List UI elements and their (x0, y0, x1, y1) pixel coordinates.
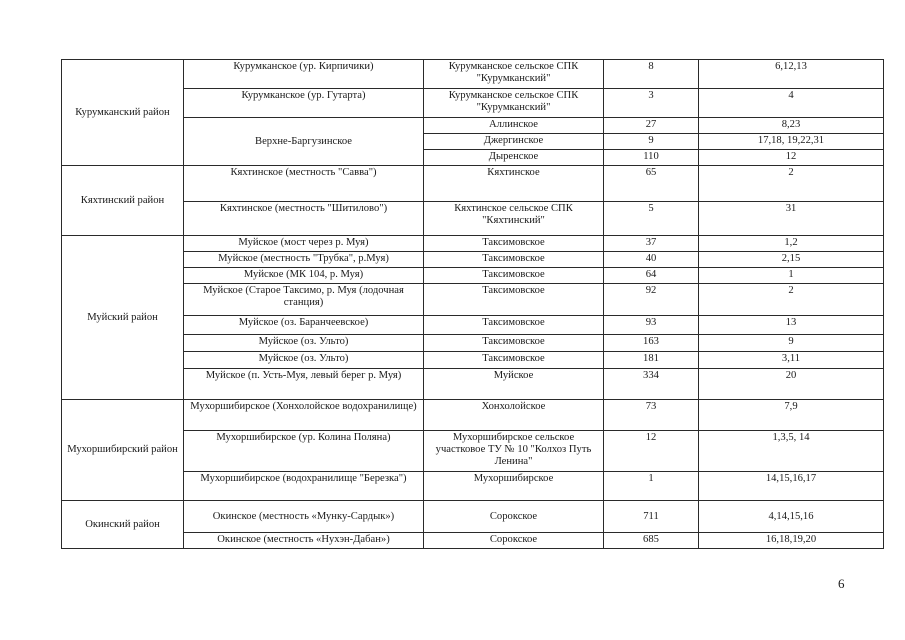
plots-cell: 17,18, 19,22,31 (699, 134, 884, 150)
location-cell: Кяхтинское (местность "Шитилово") (184, 202, 424, 236)
location-cell: Окинское (местность «Нухэн-Дабан») (184, 533, 424, 549)
organization-cell: Джергинское (424, 134, 604, 150)
organization-cell: Таксимовское (424, 316, 604, 335)
number-cell: 181 (604, 352, 699, 369)
number-cell: 3 (604, 89, 699, 118)
plots-cell: 14,15,16,17 (699, 472, 884, 501)
page-number: 6 (838, 576, 845, 591)
organization-cell: Таксимовское (424, 284, 604, 316)
plots-cell: 1 (699, 268, 884, 284)
organization-cell: Таксимовское (424, 352, 604, 369)
table-row (62, 533, 884, 549)
number-cell: 12 (604, 431, 699, 472)
plots-cell: 4,14,15,16 (699, 501, 884, 533)
district-cell: Кяхтинский район (62, 166, 184, 236)
organization-cell: Мухоршибирское (424, 472, 604, 501)
plots-cell: 2 (699, 284, 884, 316)
organization-cell: Таксимовское (424, 236, 604, 252)
number-cell: 27 (604, 118, 699, 134)
location-cell: Кяхтинское (местность "Савва") (184, 166, 424, 202)
number-cell: 1 (604, 472, 699, 501)
location-cell: Окинское (местность «Мунку-Сардык») (184, 501, 424, 533)
table-row (62, 501, 884, 533)
location-cell: Муйское (Старое Таксимо, р. Муя (лодочная станция) (184, 284, 424, 316)
table-row (62, 268, 884, 284)
organization-cell: Кяхтинское сельское СПК "Кяхтинский" (424, 202, 604, 236)
table-row (62, 202, 884, 236)
plots-cell: 1,3,5, 14 (699, 431, 884, 472)
plots-cell: 3,11 (699, 352, 884, 369)
number-cell: 92 (604, 284, 699, 316)
plots-cell: 4 (699, 89, 884, 118)
table-row (62, 236, 884, 252)
location-cell: Мухоршибирское (Хонхолойское водохранилище) (184, 400, 424, 431)
number-cell: 73 (604, 400, 699, 431)
number-cell: 685 (604, 533, 699, 549)
table-row (62, 284, 884, 316)
number-cell: 5 (604, 202, 699, 236)
organization-cell: Мухоршибирское сельское участковое ТУ № 10 "Колхоз Путь Ленина" (424, 431, 604, 472)
table-body (62, 60, 884, 549)
table-row (62, 352, 884, 369)
plots-cell: 31 (699, 202, 884, 236)
organization-cell: Сорокское (424, 533, 604, 549)
location-cell: Мухоршибирское (ур. Колина Поляна) (184, 431, 424, 472)
organization-cell: Хонхолойское (424, 400, 604, 431)
location-cell: Муйское (оз. Ульто) (184, 352, 424, 369)
table-row (62, 400, 884, 431)
location-cell: Муйское (п. Усть-Муя, левый берег р. Муя) (184, 369, 424, 400)
table-row (62, 60, 884, 89)
number-cell: 163 (604, 335, 699, 352)
plots-cell: 9 (699, 335, 884, 352)
organization-cell: Таксимовское (424, 252, 604, 268)
district-cell: Мухоршибирский район (62, 400, 184, 501)
table-row (62, 472, 884, 501)
location-cell: Муйское (мост через р. Муя) (184, 236, 424, 252)
location-cell: Муйское (местность "Трубка", р.Муя) (184, 252, 424, 268)
plots-cell: 7,9 (699, 400, 884, 431)
plots-cell: 20 (699, 369, 884, 400)
plots-cell: 8,23 (699, 118, 884, 134)
organization-cell: Таксимовское (424, 335, 604, 352)
organization-cell: Дыренское (424, 150, 604, 166)
organization-cell: Таксимовское (424, 268, 604, 284)
plots-cell: 13 (699, 316, 884, 335)
district-cell: Муйский район (62, 236, 184, 400)
location-cell: Мухоршибирское (водохранилище "Березка") (184, 472, 424, 501)
plots-cell: 12 (699, 150, 884, 166)
number-cell: 9 (604, 134, 699, 150)
organization-cell: Аллинское (424, 118, 604, 134)
location-cell: Муйское (оз. Баранчеевское) (184, 316, 424, 335)
number-cell: 40 (604, 252, 699, 268)
plots-cell: 2 (699, 166, 884, 202)
location-cell: Курумканское (ур. Кирпичики) (184, 60, 424, 89)
table-row (62, 166, 884, 202)
plots-cell: 2,15 (699, 252, 884, 268)
location-cell: Верхне-Баргузинское (184, 118, 424, 166)
table-row (62, 89, 884, 118)
number-cell: 110 (604, 150, 699, 166)
table-row (62, 335, 884, 352)
table-row (62, 118, 884, 134)
number-cell: 64 (604, 268, 699, 284)
hunting-grounds-table (61, 59, 884, 549)
district-cell: Курумканский район (62, 60, 184, 166)
plots-cell: 1,2 (699, 236, 884, 252)
number-cell: 8 (604, 60, 699, 89)
district-cell: Окинский район (62, 501, 184, 549)
table-row (62, 316, 884, 335)
location-cell: Муйское (МК 104, р. Муя) (184, 268, 424, 284)
number-cell: 334 (604, 369, 699, 400)
location-cell: Муйское (оз. Ульто) (184, 335, 424, 352)
number-cell: 37 (604, 236, 699, 252)
organization-cell: Сорокское (424, 501, 604, 533)
number-cell: 93 (604, 316, 699, 335)
number-cell: 711 (604, 501, 699, 533)
number-cell: 65 (604, 166, 699, 202)
table-row (62, 369, 884, 400)
table-row (62, 431, 884, 472)
plots-cell: 6,12,13 (699, 60, 884, 89)
table-row (62, 252, 884, 268)
location-cell: Курумканское (ур. Гутарта) (184, 89, 424, 118)
organization-cell: Курумканское сельское СПК "Курумканский" (424, 89, 604, 118)
organization-cell: Кяхтинское (424, 166, 604, 202)
organization-cell: Курумканское сельское СПК "Курумканский" (424, 60, 604, 89)
plots-cell: 16,18,19,20 (699, 533, 884, 549)
organization-cell: Муйское (424, 369, 604, 400)
